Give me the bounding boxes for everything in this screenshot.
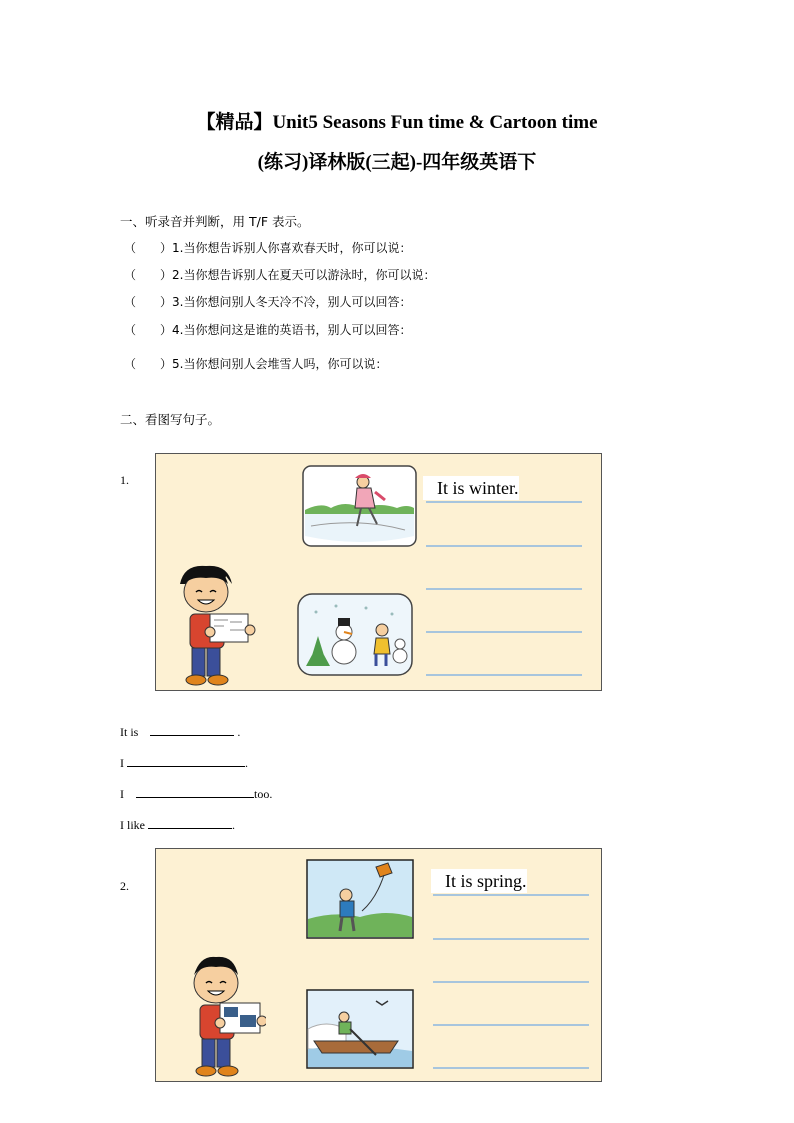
fill-line-4: I like . (120, 818, 235, 832)
blank-3[interactable] (136, 785, 254, 798)
boy-illustration (176, 953, 266, 1078)
fill-line-1: It is . (120, 725, 241, 739)
fill-line-3: I too. (120, 787, 273, 801)
item1-writing-line-1 (426, 501, 582, 503)
item2-writing-line-2 (433, 938, 589, 940)
question-1: （ ）1.当你想告诉别人你喜欢春天时，你可以说： (124, 241, 412, 255)
section2-heading: 二、看图写句子。 (120, 412, 221, 427)
item2-writing-line-5 (433, 1067, 589, 1069)
blank-4[interactable] (148, 816, 232, 829)
section1-heading: 一、听录音并判断，用 T/F 表示。 (120, 214, 310, 229)
item1-writing-line-5 (426, 674, 582, 676)
question-3: （ ）3.当你想问别人冬天冷不冷，别人可以回答： (124, 295, 412, 309)
item1-frame (155, 453, 602, 691)
boat-picture (306, 989, 414, 1069)
item1-caption: It is winter. (423, 476, 519, 500)
item1-writing-line-4 (426, 631, 582, 633)
item2-number: 2. (120, 879, 129, 893)
boy-illustration (166, 562, 256, 687)
snowman-picture (296, 592, 414, 677)
item2-writing-line-1 (433, 894, 589, 896)
skating-picture (301, 464, 418, 548)
item2-writing-line-4 (433, 1024, 589, 1026)
blank-2[interactable] (127, 754, 245, 767)
title-line-1: 【精品】Unit5 Seasons Fun time & Cartoon time (196, 112, 598, 133)
title-line-2: (练习)译林版(三起)-四年级英语下 (257, 152, 537, 173)
question-2: （ ）2.当你想告诉别人在夏天可以游泳时，你可以说： (124, 268, 436, 282)
item1-number: 1. (120, 473, 129, 487)
item2-frame (155, 848, 602, 1082)
item2-writing-line-3 (433, 981, 589, 983)
item1-writing-line-2 (426, 545, 582, 547)
kite-picture (306, 859, 414, 939)
item2-caption: It is spring. (431, 869, 527, 893)
fill-line-2: I . (120, 756, 248, 770)
item1-writing-line-3 (426, 588, 582, 590)
question-4: （ ）4.当你想问这是谁的英语书，别人可以回答： (124, 323, 412, 337)
blank-1[interactable] (150, 723, 234, 736)
question-5: （ ）5.当你想问别人会堆雪人吗，你可以说： (124, 357, 388, 371)
